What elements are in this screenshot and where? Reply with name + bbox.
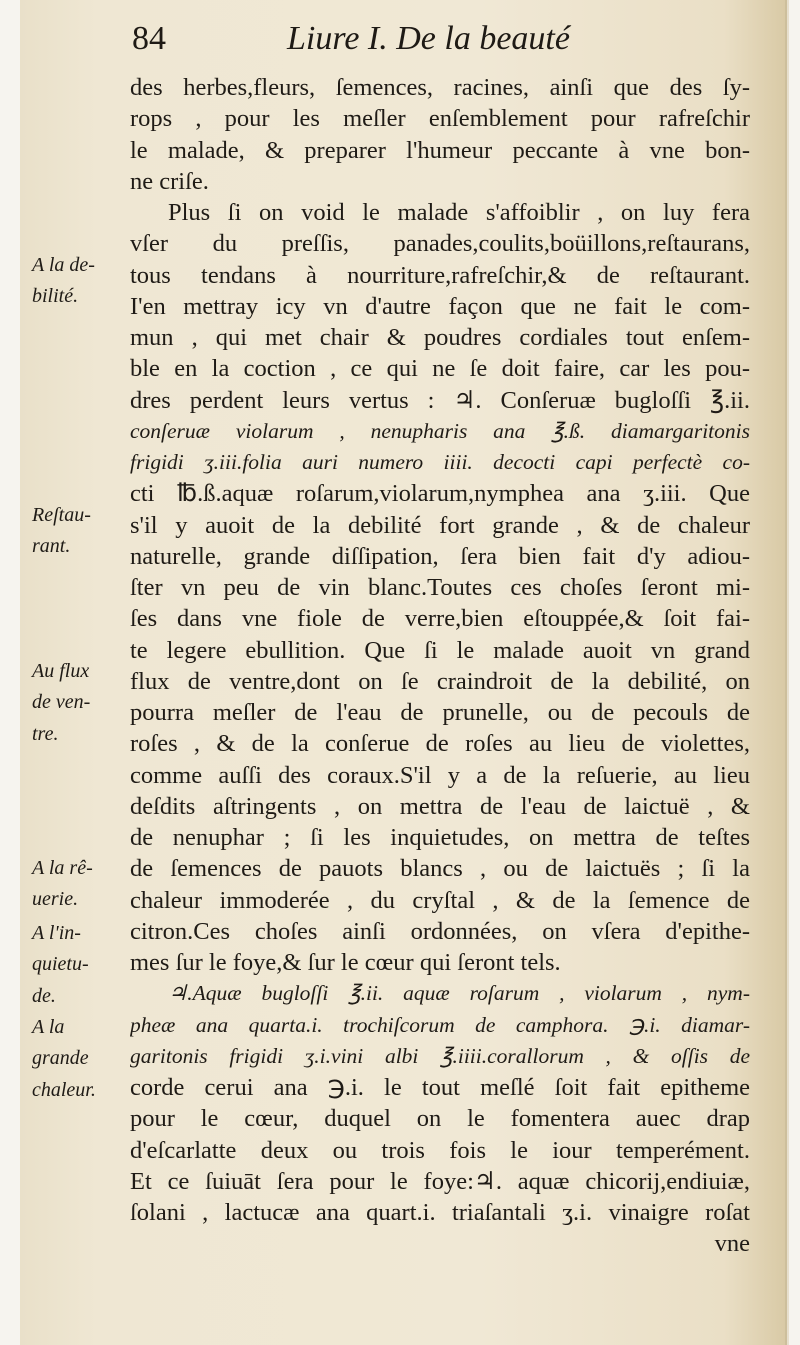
marginal-note-line: tre.: [32, 722, 59, 745]
marginal-note-line: A la de-: [32, 254, 95, 276]
text-line: corde cerui ana ℈.i. le tout meſlé ſoit fait epitheme: [130, 1074, 750, 1101]
text-line: ſter vn peu de vin blanc.Toutes ces choſes ſeront mi-: [130, 574, 750, 601]
recipe-line: pheæ ana quarta.i. trochiſcorum de camphora. ℈.i. diamar-: [130, 1012, 750, 1037]
text-line: citron.Ces choſes ainſi ordonnées, on vſera d'epithe-: [130, 917, 750, 945]
text-line: de nenuphar ; ſi les inquietudes, on mettra de teſtes: [130, 824, 750, 851]
marginal-note-line: quietu-: [32, 953, 89, 976]
catchword: vne: [714, 1230, 750, 1258]
text-line: ble en la coction , ce qui ne ſe doit faire, car les pou-: [130, 355, 750, 383]
text-line: chaleur immoderée , du cryſtal , & de la ſemence de: [130, 886, 750, 914]
marginal-note-line: A l'in-: [32, 922, 81, 944]
text-line: Plus ſi on void le malade s'affoiblir , on luy fera: [168, 199, 750, 226]
marginal-note-line: chaleur.: [32, 1078, 96, 1101]
marginal-note-line: de.: [32, 984, 56, 1007]
text-line: le malade, & preparer l'humeur peccante à vne bon-: [130, 136, 750, 164]
marginal-note-line: bilité.: [32, 285, 79, 308]
text-line: roſes , & de la conſerue de roſes au lieu de violettes,: [130, 730, 750, 758]
recipe-line: garitonis frigidi ʒ.i.vini albi ℥.iiii.corallorum , & oſſis de: [130, 1043, 750, 1068]
text-line: ſolani , lactucæ ana quart.i. triaſantali ʒ.i. vinaigre roſat: [130, 1199, 750, 1226]
page-number: 84: [132, 20, 166, 57]
marginal-note-line: Au flux: [32, 660, 90, 682]
recipe-line: cti ℔.ß.aquæ roſarum,violarum,nymphea ana ʒ.iii. Que: [130, 480, 750, 508]
marginal-note-resuerie: [32, 853, 128, 916]
recipe-line: ♃.Aquæ bugloſſi ℥.ii. aquæ roſarum , violarum , nym-: [168, 981, 750, 1006]
marginal-note-line: uerie.: [32, 888, 79, 911]
running-head: Liure I. De la beauté: [287, 20, 570, 57]
text-line: ne criſe.: [130, 167, 209, 195]
main-text-block: [130, 72, 750, 1260]
marginal-note-line: grande: [32, 1047, 89, 1070]
marginal-note-chaleur: [32, 1012, 128, 1106]
text-line: tous tendans à nourriture,rafreſchir,& de reſtaurant.: [130, 261, 750, 289]
text-line: flux de ventre,dont on ſe craindroit de la debilité, on: [130, 667, 750, 695]
marginal-note-line: Reſtau-: [32, 504, 91, 526]
marginal-note-line: rant.: [32, 535, 71, 558]
text-line: rops , pour les meſler enſemblement pour rafreſchir: [130, 105, 750, 133]
text-line: pour le cœur, duquel on le fomentera auec drap: [130, 1105, 750, 1133]
text-line: I'en mettray icy vn d'autre façon que ne fait le com-: [130, 292, 750, 320]
text-line: ſes dans vne fiole de verre,bien eſtouppée,& ſoit fai-: [130, 605, 750, 633]
recipe-line: conſeruæ violarum , nenupharis ana ℥.ß. diamargaritonis: [130, 418, 750, 443]
marginal-note-line: A la: [32, 1016, 65, 1038]
text-line: dres perdent leurs vertus : ♃. Conſeruæ bugloſſi ℥.ii.: [130, 386, 750, 414]
text-line: naturelle, grande diſſipation, ſera bien fait d'y adiou-: [130, 542, 750, 570]
text-line: de ſemences de pauots blancs , ou de laictuës ; ſi la: [130, 855, 750, 883]
text-line: d'eſcarlatte deux ou trois fois le iour temperément.: [130, 1136, 750, 1164]
marginal-note-line: de ven-: [32, 691, 91, 714]
text-line: mes ſur le foye,& ſur le cœur qui ſeront tels.: [130, 949, 561, 976]
text-line: vſer du preſſis, panades,coulits,boüillons,reſtaurans,: [130, 230, 750, 258]
text-line: te legere ebullition. Que ſi le malade auoit vn grand: [130, 636, 750, 664]
text-line: s'il y auoit de la debilité fort grande , & de chaleur: [130, 511, 750, 539]
text-line: Et ce ſuiuāt ſera pour le foye:♃. aquæ chicorij,endiuiæ,: [130, 1167, 750, 1195]
marginal-note-inquietude: [32, 918, 128, 1012]
marginal-note-flux: [32, 656, 128, 750]
marginal-note-line: A la rê-: [32, 857, 93, 879]
marginal-note-debilite: [32, 250, 128, 313]
recipe-line: frigidi ʒ.iii.folia auri numero iiii. decocti capi perfectè co-: [130, 450, 750, 474]
text-line: mun , qui met chair & poudres cordiales tout enſem-: [130, 324, 750, 351]
text-line: pourra meſler de l'eau de prunelle, ou de pecouls de: [130, 699, 750, 726]
marginal-note-restaurant: [32, 500, 128, 563]
text-line: comme auſſi des coraux.S'il y a de la reſuerie, au lieu: [130, 761, 750, 789]
page-header: [132, 20, 652, 66]
text-line: deſdits aſtringents , on mettra de l'eau de laictuë , &: [130, 792, 750, 820]
text-line: des herbes,fleurs, ſemences, racines, ainſi que des ſy-: [130, 74, 750, 101]
